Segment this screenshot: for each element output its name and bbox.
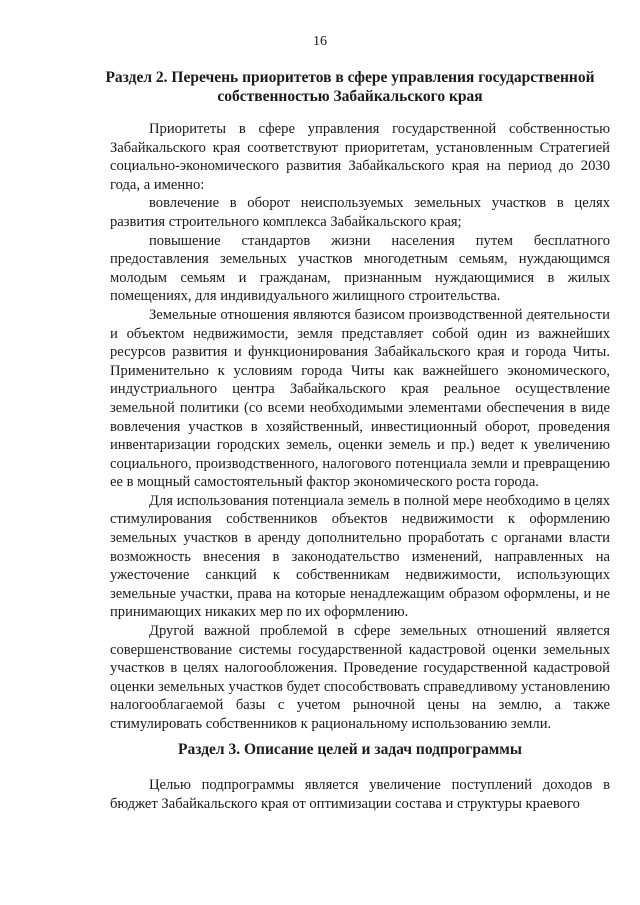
section-2-title-line-2: собственностью Забайкальского края bbox=[217, 88, 483, 105]
paragraph-cadastral-valuation: Другой важной проблемой в сфере земельных отношений является совершенствование системы государственной кадастровой оценки земельных участков в целях налогообложения. Проведение государственной кадастровой оценки земельных участков будет способствовать справедливому установлению налогооблагаемой базы с учетом рыночной цены на землю, а также стимулировать собственников к рациональному использованию земли. bbox=[110, 623, 610, 732]
paragraph-priorities: Приоритеты в сфере управления государственной собственностью Забайкальского края соответствуют приоритетам, установленным Стратегией социально-экономического развития Забайкальского края на период до 2030 года, а именно: bbox=[110, 121, 610, 193]
section-2-body bbox=[110, 120, 610, 734]
section-3-heading bbox=[100, 740, 600, 759]
page-number: 16 bbox=[313, 34, 327, 49]
section-2-title-line-1: Раздел 2. Перечень приоритетов в сфере управления государственной bbox=[105, 69, 595, 86]
paragraph-subprogram-goal: Целью подпрограммы является увеличение поступлений доходов в бюджет Забайкальского края от оптимизации состава и структуры краевого bbox=[110, 777, 610, 812]
paragraph-living-standards: повышение стандартов жизни населения путем бесплатного предоставления земельных участков многодетным семьям, нуждающимся молодым семьям и гражданам, признанным нуждающимися в жилых помещениях, для индивидуального жилищного строительства. bbox=[110, 232, 610, 305]
paragraph-land-relations: Земельные отношения являются базисом производственной деятельности и объектом недвижимости, земля представляет собой один из важнейших ресурсов развития и функционирования Забайкальского края и города Читы. Применительно к условиям города Читы как важнейшего экономического, индустриального центра Забайкальского края реальное осуществление земельной политики (со всеми необходимыми элементами обеспечения в виде вовлечения участков в хозяйственный, инвестиционный оборот, проведения инвентаризации городских земель, оценки земель и пр.) ведет к увеличению социального, производственного, налогового потенциала земли и превращению ее в мощный самостоятельный фактор экономического роста города. bbox=[110, 306, 610, 491]
section-3-title: Раздел 3. Описание целей и задач подпрограммы bbox=[178, 741, 522, 758]
paragraph-land-potential: Для использования потенциала земель в полной мере необходимо в целях стимулирования собственников объектов недвижимости к оформлению земельных участков в аренду дополнительно проработать с органами власти возможность внесения в законодательство изменений, направленных на ужесточение санкций к собственникам недвижимости, использующих земельные участки, права на которые ненадлежащим образом оформлены, и не принимающих никаких мер по их оформлению. bbox=[110, 492, 610, 621]
section-3-body bbox=[110, 776, 610, 813]
section-2-heading bbox=[100, 68, 600, 106]
paragraph-land-involvement: вовлечение в оборот неиспользуемых земельных участков в целях развития строительного комплекса Забайкальского края; bbox=[110, 195, 610, 230]
